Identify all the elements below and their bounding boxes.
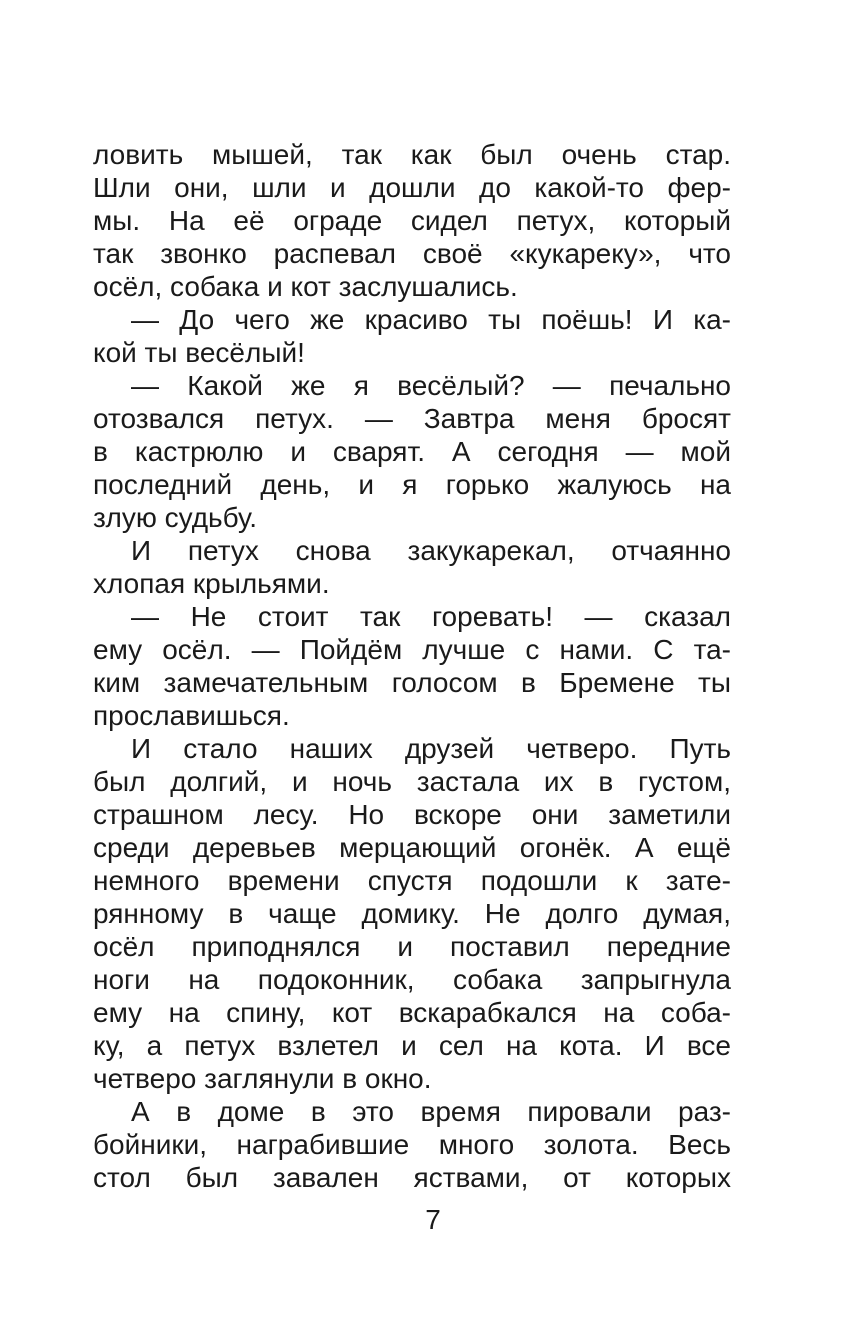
text-line: рянному в чаще домику. Не долго думая, [93,898,731,929]
text-line: бойники, награбившие много золота. Весь [93,1129,731,1160]
text-line: ему осёл. — Пойдём лучше с нами. С та- [93,634,731,665]
text-line: отозвался петух. — Завтра меня бросят [93,403,731,434]
text-line: ловить мышей, так как был очень стар. [93,139,731,170]
text-line: страшном лесу. Но вскоре они заметили [93,799,731,830]
text-line: — До чего же красиво ты поёшь! И ка- [131,304,731,335]
text-line: осёл, собака и кот заслушались. [93,271,518,302]
text-line: ноги на подоконник, собака запрыгнула [93,964,731,995]
text-line: ким замечательным голосом в Бремене ты [93,667,731,698]
text-line: ему на спину, кот вскарабкался на соба- [93,997,731,1028]
text-line: И петух снова закукарекал, отчаянно [131,535,731,566]
text-line: И стало наших друзей четверо. Путь [131,733,731,764]
text-line: осёл приподнялся и поставил передние [93,931,731,962]
text-line: А в доме в это время пировали раз- [131,1096,731,1127]
text-line: злую судьбу. [93,502,258,533]
text-line: прославишься. [93,700,290,731]
body-text [93,138,731,1194]
text-line: — Не стоит так горевать! — сказал [131,601,731,632]
text-line: хлопая крыльями. [93,568,330,599]
text-line: Шли они, шли и дошли до какой-то фер- [93,172,731,203]
text-line: мы. На её ограде сидел петух, который [93,205,731,236]
text-line: немного времени спустя подошли к зате- [93,865,731,896]
text-line: так звонко распевал своё «кукареку», что [93,238,731,269]
text-line: кой ты весёлый! [93,337,305,368]
text-line: последний день, и я горько жалуюсь на [93,469,731,500]
text-line: был долгий, и ночь застала их в густом, [93,766,731,797]
text-line: в кастрюлю и сварят. А сегодня — мой [93,436,731,467]
page-number: 7 [425,1204,441,1235]
text-line: ку, а петух взлетел и сел на кота. И все [93,1030,731,1061]
text-line: среди деревьев мерцающий огонёк. А ещё [93,832,731,863]
text-line: четверо заглянули в окно. [93,1063,432,1094]
text-line: стол был завален яствами, от которых [93,1162,731,1193]
text-line: — Какой же я весёлый? — печально [131,370,731,401]
